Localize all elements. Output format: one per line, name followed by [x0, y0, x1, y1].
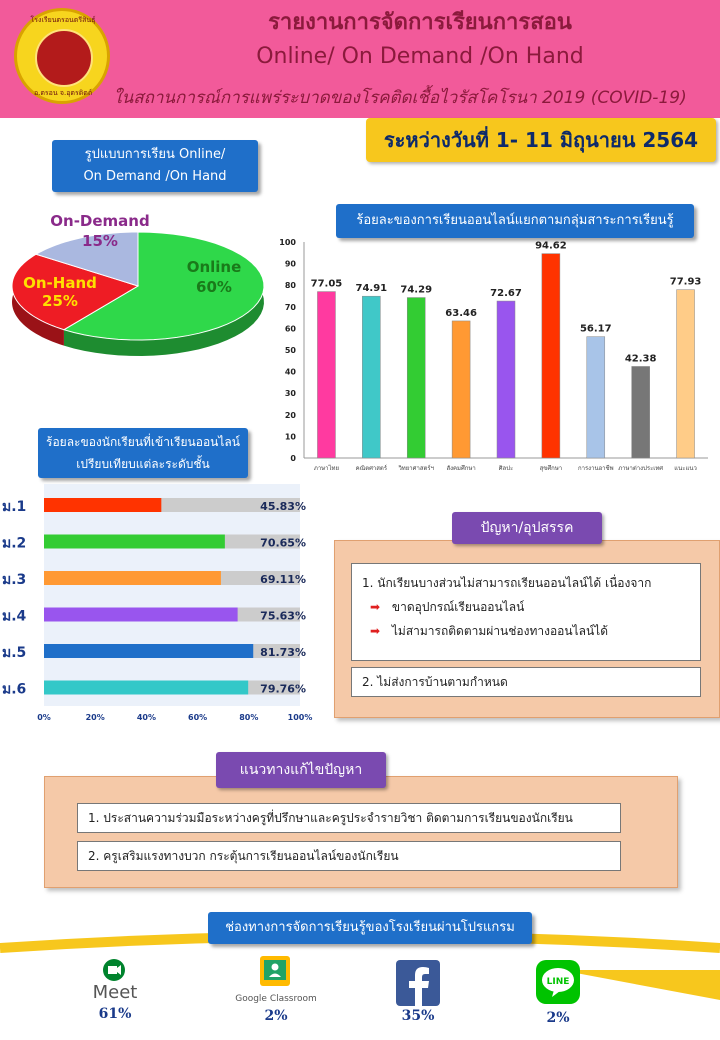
page-subtitle-covid: ในสถานการณ์การแพร่ระบาดของโรคติดเชื้อไวรัสโคโรนา 2019 (COVID-19) [113, 88, 687, 108]
y-tick-label: 90 [284, 259, 296, 269]
grade-value-label: 79.76% [260, 682, 306, 696]
problem-item-2: 2. ไม่ส่งการบ้านตามกำหนด [362, 675, 508, 689]
subject-bar-chart [276, 232, 716, 480]
problems-header: ปัญหา/อุปสรรค [452, 512, 602, 544]
pie-label-name: On-Demand [50, 212, 150, 230]
y-tick-label: 30 [284, 389, 296, 399]
bar-value-label: 94.62 [535, 240, 567, 252]
solutions-panel [44, 776, 678, 888]
x-tick-label: แนะแนว [674, 465, 697, 472]
channel-google-classroom [230, 954, 322, 1040]
x-tick-label: ศิลปะ [498, 465, 514, 472]
x-tick-label: 40% [136, 713, 156, 722]
problem-item-1: 1. นักเรียนบางส่วนไม่สามารถเรียนออนไลน์ได้ เนื่องจาก [362, 576, 652, 590]
grade-value-label: 45.83% [260, 500, 306, 513]
problem-item-1-box [351, 563, 701, 661]
bar-value-label: 77.05 [310, 278, 343, 290]
grade-label: ม.3 [2, 572, 27, 588]
y-tick-label: 0 [290, 454, 296, 463]
bar-value-label: 74.91 [355, 283, 388, 295]
red-arrow-icon: ➡ [370, 600, 381, 614]
grade-bar-5 [44, 644, 253, 658]
bar-7 [587, 337, 605, 458]
y-tick-label: 80 [284, 281, 296, 291]
red-arrow-icon: ➡ [370, 624, 381, 638]
google-meet-icon [102, 958, 128, 982]
bar-8 [632, 366, 650, 458]
y-tick-label: 60 [284, 324, 296, 334]
solution-item-1: 1. ประสานความร่วมมือระหว่างครูที่ปรึกษาและครูประจำรายวิชา ติดตามการเรียนของนักเรียน [88, 811, 573, 825]
x-tick-label: การงานอาชีพ [577, 465, 614, 472]
pie-chart [0, 200, 280, 390]
grade-chart-title-line2: เปรียบเทียบแต่ละระดับชั้น [76, 457, 210, 471]
grade-label: ม.5 [2, 645, 27, 661]
y-tick-label: 40 [284, 367, 296, 377]
bar-9 [677, 290, 695, 458]
problem-item-2-box [351, 667, 701, 697]
facebook-icon [396, 960, 440, 1006]
y-tick-label: 10 [284, 432, 296, 442]
pie-label-value: 25% [42, 292, 78, 310]
learning-type-title [52, 140, 258, 192]
google-classroom-icon [258, 954, 292, 990]
grade-value-label: 70.65% [260, 536, 306, 550]
learning-type-title-line1: รูปแบบการเรียน Online/ [84, 147, 226, 162]
grade-bar-1 [44, 498, 161, 512]
channel-facebook [388, 958, 448, 1038]
grade-value-label: 81.73% [260, 646, 306, 659]
problem-sub-1 [370, 598, 524, 617]
line-percent: 2% [546, 1010, 570, 1026]
grade-bar-2 [44, 535, 225, 549]
bar-4 [452, 321, 470, 458]
grade-bar-4 [44, 608, 238, 622]
line-icon [536, 960, 580, 1004]
logo-text-top: โรงเรียนตรอนตรีสินธุ์ [30, 16, 96, 24]
bar-2 [362, 296, 380, 458]
x-tick-label: วิทยาศาสตร์ฯ [398, 465, 434, 472]
grade-label: ม.2 [2, 535, 27, 552]
y-tick-label: 100 [279, 238, 296, 247]
bar-value-label: 63.46 [445, 307, 477, 319]
channel-line [528, 958, 588, 1038]
bar-value-label: 77.93 [669, 276, 702, 288]
bar-5 [497, 301, 515, 458]
x-tick-label: 80% [239, 713, 259, 722]
grade-label: ม.1 [2, 499, 27, 515]
bar-chart-title: ร้อยละของการเรียนออนไลน์แยกตามกลุ่มสาระการเรียนรู้ [336, 204, 694, 238]
grade-value-label: 75.63% [260, 609, 306, 623]
grade-bar-6 [44, 681, 248, 695]
x-tick-label: 100% [287, 713, 313, 722]
y-tick-label: 20 [284, 410, 296, 420]
date-range-banner: ระหว่างวันที่ 1- 11 มิถุนายน 2564 [366, 118, 716, 162]
bar-value-label: 42.38 [624, 353, 657, 365]
solution-item-2-box [77, 841, 621, 871]
problem-sub-2-text: ไม่สามารถติดตามผ่านช่องทางออนไลน์ได้ [391, 624, 609, 638]
x-tick-label: สุขศึกษา [539, 465, 563, 472]
bar-3 [407, 298, 425, 458]
meet-percent: 61% [98, 1006, 132, 1022]
channel-meet [78, 956, 152, 1036]
page-title: รายงานการจัดการเรียนการสอน [268, 10, 572, 35]
bar-1 [317, 292, 335, 458]
solution-item-2: 2. ครูเสริมแรงทางบวก กระตุ้นการเรียนออนไลน์ของนักเรียน [88, 849, 399, 863]
x-tick-label: ภาษาต่างประเทศ [618, 465, 664, 472]
page-subtitle: Online/ On Demand /On Hand [256, 44, 584, 69]
line-logo-text: LINE [546, 977, 570, 987]
grade-chart-title [38, 428, 248, 478]
learning-type-title-line2: On Demand /On Hand [83, 169, 227, 184]
x-tick-label: 0% [37, 713, 51, 722]
pie-label-name: On-Hand [23, 274, 97, 292]
problem-sub-1-text: ขาดอุปกรณ์เรียนออนไลน์ [391, 600, 525, 614]
pie-label-value: 60% [196, 278, 232, 296]
grade-bar-chart [0, 484, 335, 724]
x-tick-label: 60% [188, 713, 208, 722]
school-logo [14, 8, 110, 104]
google-classroom-label: Google Classroom [235, 994, 317, 1004]
google-classroom-percent: 2% [264, 1008, 288, 1024]
pie-label-name: Online [186, 258, 242, 276]
grade-value-label: 69.11% [260, 573, 306, 586]
x-tick-label: ภาษาไทย [313, 465, 340, 472]
pie-label-value: 15% [82, 232, 118, 250]
problems-panel [334, 540, 720, 718]
x-tick-label: สังคมศึกษา [446, 465, 476, 472]
x-tick-label: คณิตศาสตร์ [355, 465, 388, 472]
grade-bar-3 [44, 571, 221, 585]
grade-label: ม.6 [2, 681, 27, 698]
grade-label: ม.4 [2, 608, 27, 625]
channels-header: ช่องทางการจัดการเรียนรู้ของโรงเรียนผ่านโปรแกรม [208, 912, 532, 944]
y-tick-label: 50 [284, 346, 296, 355]
facebook-label [388, 986, 448, 987]
problem-sub-2 [370, 622, 608, 641]
solution-item-1-box [77, 803, 621, 833]
y-tick-label: 70 [284, 302, 296, 312]
grade-chart-backdrop [44, 484, 300, 706]
meet-label: Meet [92, 982, 138, 1003]
bar-value-label: 72.67 [490, 288, 522, 300]
logo-emblem [35, 29, 93, 87]
bar-value-label: 74.29 [400, 284, 433, 296]
facebook-percent: 35% [401, 1008, 435, 1024]
x-tick-label: 20% [85, 713, 105, 722]
bar-value-label: 56.17 [579, 323, 612, 335]
logo-text-bottom: อ.ตรอน จ.อุตรดิตถ์ [33, 89, 93, 97]
solutions-header: แนวทางแก้ไขปัญหา [216, 752, 386, 788]
grade-chart-title-line1: ร้อยละของนักเรียนที่เข้าเรียนออนไลน์ [46, 435, 240, 449]
bar-6 [542, 254, 560, 458]
